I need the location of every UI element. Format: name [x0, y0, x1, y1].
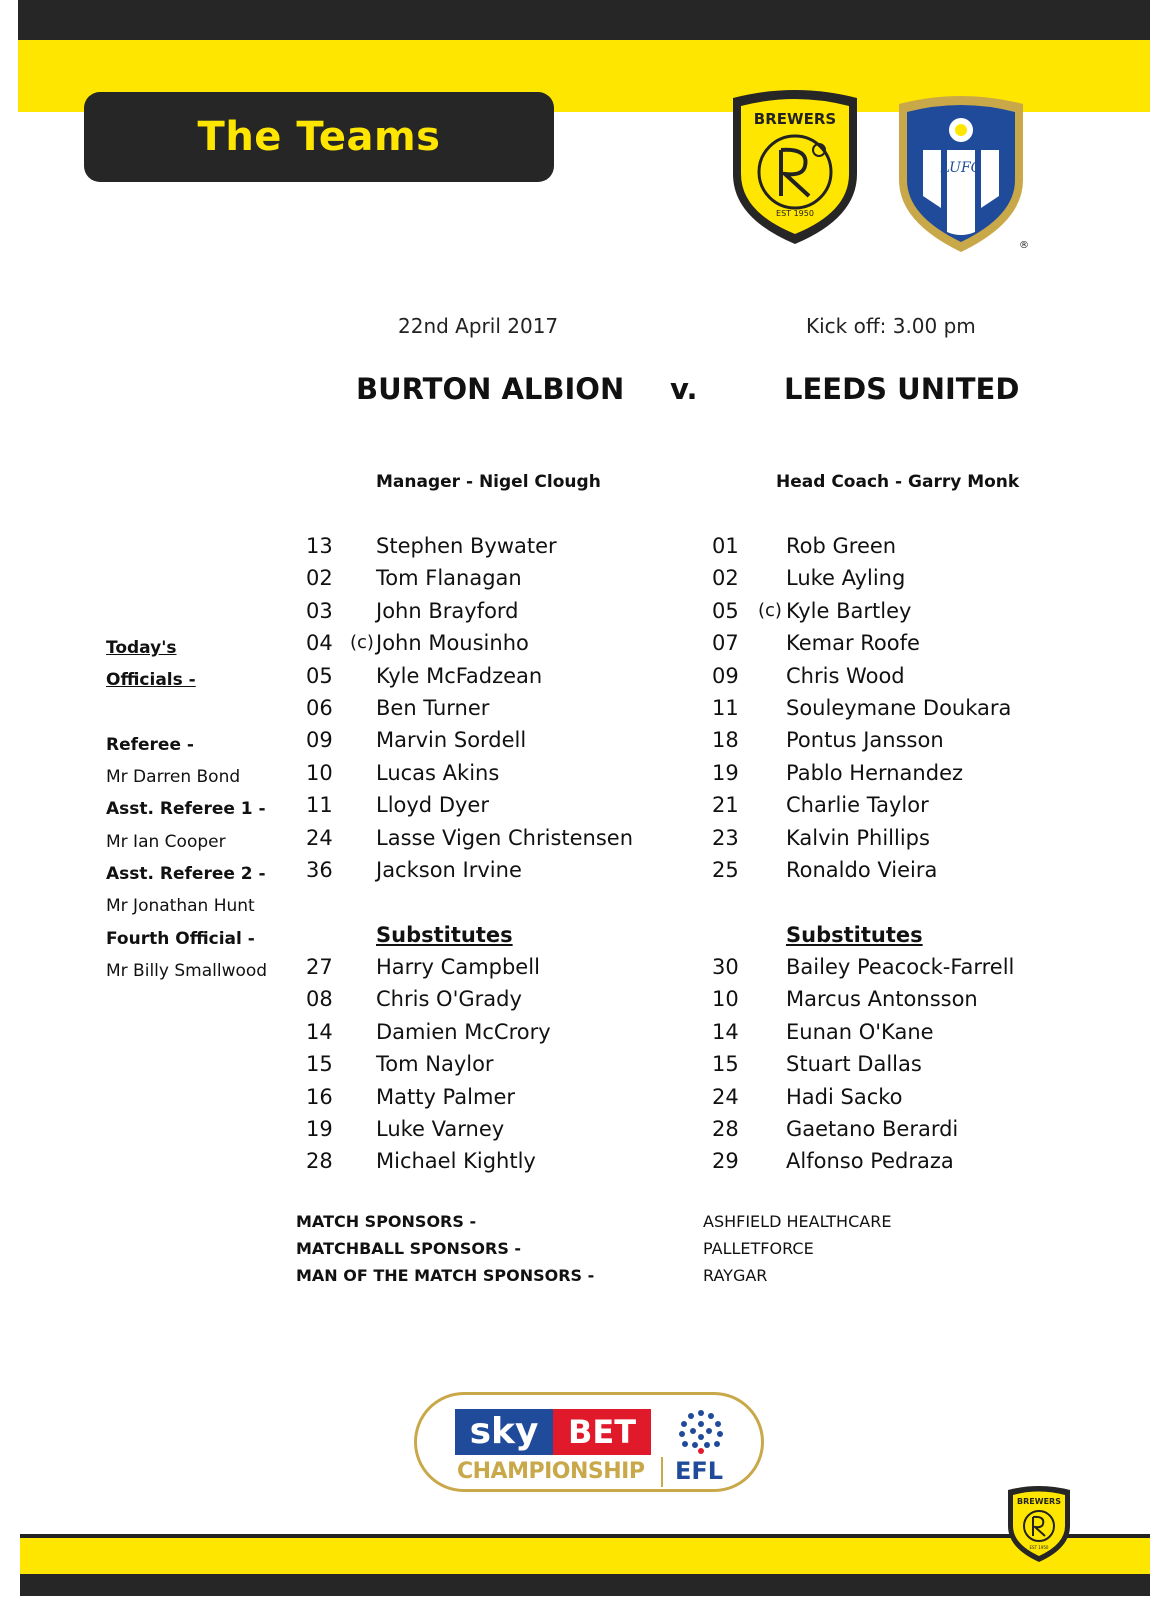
- home-player-name: John Mousinho: [376, 631, 529, 656]
- away-player-name: Kalvin Phillips: [786, 825, 930, 850]
- away-sub-name: Marcus Antonsson: [786, 987, 978, 1012]
- home-sub-name: Matty Palmer: [376, 1084, 515, 1109]
- away-player-number: 11: [712, 695, 739, 720]
- home-player-row: [306, 724, 633, 756]
- away-sub-row: [712, 983, 1014, 1015]
- away-sub-row: [712, 1016, 1014, 1048]
- home-sub-number: 08: [306, 987, 333, 1012]
- leeds-united-crest: [893, 92, 1029, 256]
- home-player-row: [306, 530, 633, 562]
- home-player-number: 03: [306, 598, 333, 623]
- home-sub-number: 19: [306, 1117, 333, 1142]
- home-sub-number: 28: [306, 1149, 333, 1174]
- away-sub-row: [712, 951, 1014, 983]
- captain-marker: (c): [758, 599, 782, 621]
- home-sub-name: Tom Naylor: [376, 1052, 494, 1077]
- away-sub-number: 30: [712, 955, 739, 980]
- away-player-name: Pablo Hernandez: [786, 760, 964, 785]
- away-sub-name: Hadi Sacko: [786, 1084, 903, 1109]
- away-player-row: [712, 757, 1014, 789]
- home-player-row: [306, 595, 633, 627]
- home-player-number: 05: [306, 663, 333, 688]
- away-player-row: [712, 692, 1014, 724]
- small-brewers-est: EST 1950: [1029, 1545, 1049, 1550]
- home-player-number: 10: [306, 760, 333, 785]
- away-player-row: [712, 562, 1014, 594]
- asst-referee-1-label: Asst. Referee 1 -: [106, 799, 266, 820]
- away-team-name: LEEDS UNITED: [784, 372, 1020, 406]
- referee-name: Mr Darren Bond: [106, 767, 241, 788]
- away-player-name: Rob Green: [786, 534, 897, 558]
- away-player-row: [712, 660, 1014, 692]
- home-player-number: 09: [306, 728, 333, 753]
- home-player-row: [306, 627, 633, 659]
- home-player-name: Ben Turner: [376, 695, 490, 720]
- away-sub-name: Alfonso Pedraza: [786, 1149, 954, 1174]
- away-sub-name: Gaetano Berardi: [786, 1117, 959, 1142]
- versus-label: v.: [670, 372, 698, 406]
- away-player-name: Pontus Jansson: [786, 728, 944, 753]
- away-player-number: 25: [712, 857, 739, 882]
- bet-label: BET: [553, 1409, 651, 1455]
- away-player-row: [712, 595, 1014, 627]
- home-sub-number: 27: [306, 955, 333, 980]
- away-player-number: 18: [712, 728, 739, 753]
- officials-panel: [106, 632, 267, 987]
- away-player-row: [712, 854, 1014, 886]
- home-subs-heading: Substitutes: [376, 922, 513, 947]
- away-player-number: 09: [712, 663, 739, 688]
- asst-referee-1-name: Mr Ian Cooper: [106, 831, 226, 852]
- officials-heading-1: Today's: [106, 638, 177, 658]
- fourth-official-label: Fourth Official -: [106, 928, 255, 949]
- home-sub-row: [306, 983, 633, 1015]
- motm-sponsor: RAYGAR: [703, 1266, 768, 1285]
- home-player-row: [306, 692, 633, 724]
- page-title: The Teams: [197, 114, 441, 160]
- away-subs-heading-row: [712, 919, 1014, 951]
- matchball-sponsors-label: MATCHBALL SPONSORS -: [296, 1239, 522, 1258]
- home-player-row: [306, 789, 633, 821]
- home-player-number: 11: [306, 793, 333, 818]
- home-player-name: Tom Flanagan: [376, 566, 522, 591]
- home-sub-name: Michael Kightly: [376, 1149, 536, 1174]
- home-player-number: 24: [306, 825, 333, 850]
- home-player-name: John Brayford: [376, 598, 519, 623]
- home-player-row: [306, 660, 633, 692]
- registered-mark: ®: [1019, 240, 1029, 251]
- sponsor-labels: [296, 1208, 594, 1289]
- away-player-number: 19: [712, 760, 739, 785]
- asst-referee-2-name: Mr Jonathan Hunt: [106, 896, 255, 917]
- kickoff-time: Kick off: 3.00 pm: [806, 314, 976, 338]
- home-player-name: Marvin Sordell: [376, 728, 527, 753]
- small-brewers-label: BREWERS: [1017, 1497, 1061, 1506]
- away-player-number: 01: [712, 534, 739, 558]
- home-manager: Manager - Nigel Clough: [376, 472, 601, 492]
- sky-label: sky: [455, 1409, 553, 1455]
- home-sub-number: 14: [306, 1019, 333, 1044]
- away-sub-name: Eunan O'Kane: [786, 1019, 934, 1044]
- title-banner: [84, 92, 554, 182]
- away-sub-row: [712, 1145, 1014, 1177]
- away-player-row: [712, 822, 1014, 854]
- match-date: 22nd April 2017: [398, 314, 559, 338]
- home-sub-row: [306, 951, 633, 983]
- away-sub-number: 15: [712, 1052, 739, 1077]
- home-player-row: [306, 562, 633, 594]
- asst-referee-2-label: Asst. Referee 2 -: [106, 864, 266, 885]
- away-sub-name: Stuart Dallas: [786, 1052, 922, 1077]
- home-sub-row: [306, 1145, 633, 1177]
- away-player-row: [712, 724, 1014, 756]
- home-sub-number: 16: [306, 1084, 333, 1109]
- home-player-name: Lasse Vigen Christensen: [376, 825, 634, 850]
- home-player-row: [306, 854, 633, 886]
- bottom-yellow-band: [20, 1534, 1150, 1574]
- away-player-number: 23: [712, 825, 739, 850]
- home-sub-number: 15: [306, 1052, 333, 1077]
- away-subs-heading: Substitutes: [786, 922, 923, 947]
- home-player-row: [306, 757, 633, 789]
- skybet-wordmark: [455, 1409, 651, 1455]
- away-player-number: 02: [712, 566, 739, 591]
- home-sub-row: [306, 1113, 633, 1145]
- captain-marker: (c): [350, 632, 374, 654]
- home-subs-heading-row: [306, 919, 633, 951]
- championship-label: CHAMPIONSHIP: [457, 1459, 645, 1484]
- away-sub-row: [712, 1113, 1014, 1145]
- home-player-number: 02: [306, 566, 333, 591]
- burton-albion-crest: [725, 88, 865, 248]
- top-dark-band: [18, 0, 1150, 40]
- home-player-name: Lloyd Dyer: [376, 793, 489, 818]
- match-sponsor: ASHFIELD HEALTHCARE: [703, 1212, 892, 1231]
- away-sub-number: 10: [712, 987, 739, 1012]
- home-player-row: [306, 822, 633, 854]
- away-sub-number: 14: [712, 1019, 739, 1044]
- home-sub-row: [306, 1081, 633, 1113]
- home-player-number: 36: [306, 857, 333, 882]
- away-player-number: 21: [712, 793, 739, 818]
- away-player-row: [712, 627, 1014, 659]
- efl-dots-icon: [673, 1407, 729, 1457]
- skybet-championship-logo: [414, 1392, 764, 1492]
- lufc-label: LUFC: [940, 160, 982, 176]
- matchball-sponsor: PALLETFORCE: [703, 1239, 814, 1258]
- logo-divider: [661, 1457, 663, 1487]
- home-sub-row: [306, 1016, 633, 1048]
- burton-albion-small-crest: [1004, 1484, 1074, 1564]
- home-sub-name: Luke Varney: [376, 1117, 505, 1142]
- home-player-name: Lucas Akins: [376, 760, 500, 785]
- home-sub-name: Chris O'Grady: [376, 987, 522, 1012]
- home-team-name: BURTON ALBION: [356, 372, 625, 406]
- home-sub-name: Harry Campbell: [376, 955, 540, 980]
- home-sub-name: Damien McCrory: [376, 1019, 551, 1044]
- match-sponsors-label: MATCH SPONSORS -: [296, 1212, 477, 1231]
- home-player-name: Kyle McFadzean: [376, 663, 543, 688]
- home-player-name: Stephen Bywater: [376, 534, 557, 558]
- sponsor-values: [703, 1208, 891, 1289]
- away-player-row: [712, 530, 1014, 562]
- away-sub-number: 29: [712, 1149, 739, 1174]
- referee-label: Referee -: [106, 734, 194, 755]
- away-player-name: Luke Ayling: [786, 566, 906, 591]
- home-player-number: 13: [306, 534, 333, 558]
- home-player-number: 06: [306, 695, 333, 720]
- away-player-name: Chris Wood: [786, 663, 905, 688]
- away-player-name: Kemar Roofe: [786, 631, 920, 656]
- efl-label: EFL: [675, 1457, 724, 1485]
- fourth-official-name: Mr Billy Smallwood: [106, 960, 268, 981]
- away-player-name: Ronaldo Vieira: [786, 857, 938, 882]
- away-sub-number: 24: [712, 1084, 739, 1109]
- brewers-est: EST 1950: [776, 209, 814, 218]
- away-sub-row: [712, 1081, 1014, 1113]
- motm-sponsors-label: MAN OF THE MATCH SPONSORS -: [296, 1266, 595, 1285]
- away-player-name: Souleymane Doukara: [786, 695, 1012, 720]
- away-player-name: Charlie Taylor: [786, 793, 929, 818]
- home-roster: [306, 530, 633, 1178]
- away-sub-number: 28: [712, 1117, 739, 1142]
- home-player-name: Jackson Irvine: [376, 857, 522, 882]
- home-sub-row: [306, 1048, 633, 1080]
- officials-heading-2: Officials -: [106, 670, 196, 691]
- away-roster: [712, 530, 1014, 1178]
- away-player-name: Kyle Bartley: [786, 598, 912, 623]
- away-sub-row: [712, 1048, 1014, 1080]
- home-player-number: 04: [306, 631, 333, 656]
- away-player-number: 07: [712, 631, 739, 656]
- away-coach: Head Coach - Garry Monk: [776, 472, 1020, 492]
- bottom-dark-band: [20, 1574, 1150, 1596]
- brewers-label: BREWERS: [753, 110, 837, 128]
- away-sub-name: Bailey Peacock-Farrell: [786, 955, 1015, 980]
- away-player-number: 05: [712, 598, 739, 623]
- away-player-row: [712, 789, 1014, 821]
